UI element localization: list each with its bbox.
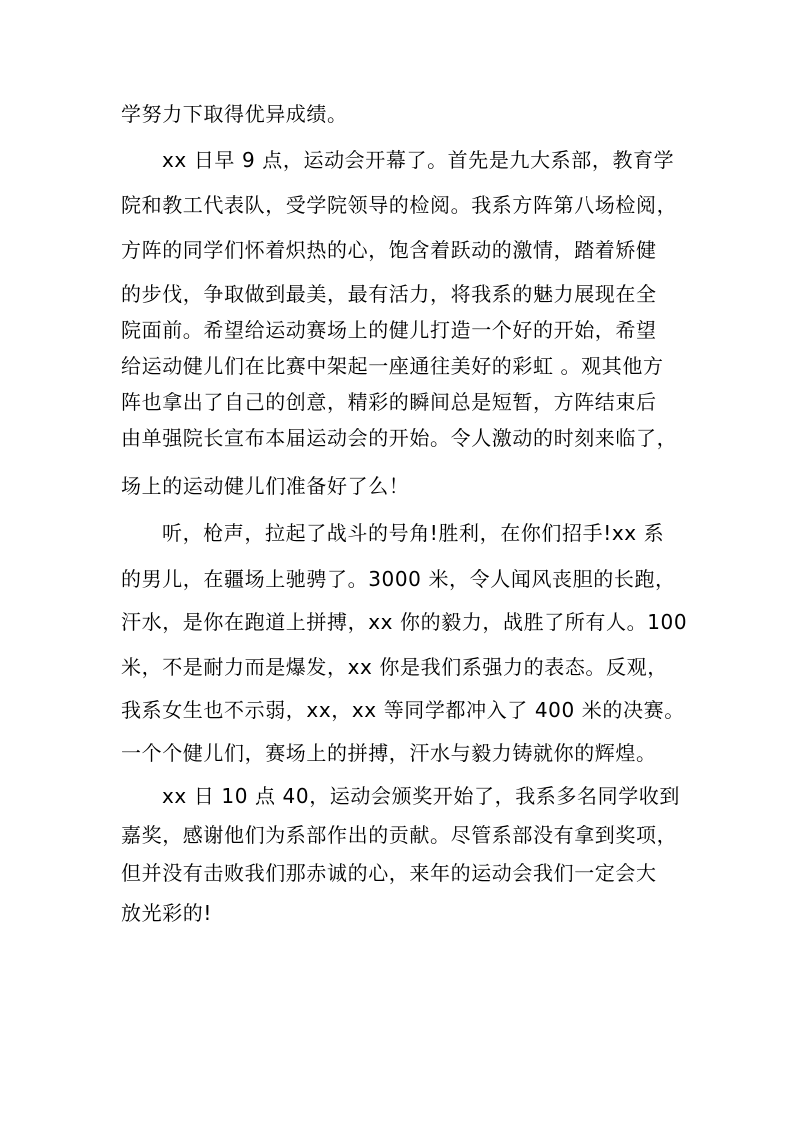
paragraph-2-line-3: 方阵的同学们怀着炽热的心，饱含着跃动的激情，踏着矫健 (121, 238, 657, 262)
paragraph-4-line-3: 但并没有击败我们那赤诚的心，来年的运动会我们一定会大 (121, 861, 657, 885)
paragraph-3-line-4: 米，不是耐力而是爆发，xx 你是我们系强力的表态。反观， (121, 655, 668, 679)
paragraph-3-line-1: 听，枪声，拉起了战斗的号角!胜利，在你们招手!xx 系 (162, 521, 665, 545)
paragraph-4-line-2: 嘉奖，感谢他们为系部作出的贡献。尽管系部没有拿到奖项， (121, 823, 678, 847)
paragraph-2-line-1: xx 日早 9 点，运动会开幕了。首先是九大系部，教育学 (162, 148, 675, 172)
paragraph-3-line-2: 的男儿，在疆场上驰骋了。3000 米，令人闻风丧胆的长跑， (121, 567, 676, 591)
paragraph-2-line-8: 由单强院长宣布本届运动会的开始。令人激动的时刻来临了， (121, 426, 678, 450)
paragraph-2-line-4: 的步伐，争取做到最美，最有活力，将我系的魅力展现在全 (121, 282, 657, 306)
paragraph-2-line-9: 场上的运动健儿们准备好了么！ (121, 474, 410, 498)
paragraph-3-line-6: 一个个健儿们，赛场上的拼搏，汗水与毅力铸就你的辉煌。 (121, 741, 657, 765)
paragraph-3-line-5: 我系女生也不示弱，xx，xx 等同学都冲入了 400 米的决赛。 (121, 698, 685, 722)
paragraph-4-line-1: xx 日 10 点 40，运动会颁奖开始了，我系多名同学收到 (162, 784, 680, 808)
paragraph-1-line-1: 学努力下取得优异成绩。 (121, 102, 348, 126)
paragraph-2-line-6: 给运动健儿们在比赛中架起一座通往美好的彩虹 。观其他方 (121, 354, 664, 378)
paragraph-2-line-7: 阵也拿出了自己的创意，精彩的瞬间总是短暂，方阵结束后 (121, 390, 657, 414)
paragraph-4-line-4: 放光彩的! (121, 901, 213, 925)
paragraph-3-line-3: 汗水，是你在跑道上拼搏，xx 你的毅力，战胜了所有人。100 (121, 610, 688, 634)
paragraph-2-line-5: 院面前。希望给运动赛场上的健儿打造一个好的开始，希望 (121, 318, 657, 342)
paragraph-2-line-2: 院和教工代表队，受学院领导的检阅。我系方阵第八场检阅， (121, 193, 678, 217)
